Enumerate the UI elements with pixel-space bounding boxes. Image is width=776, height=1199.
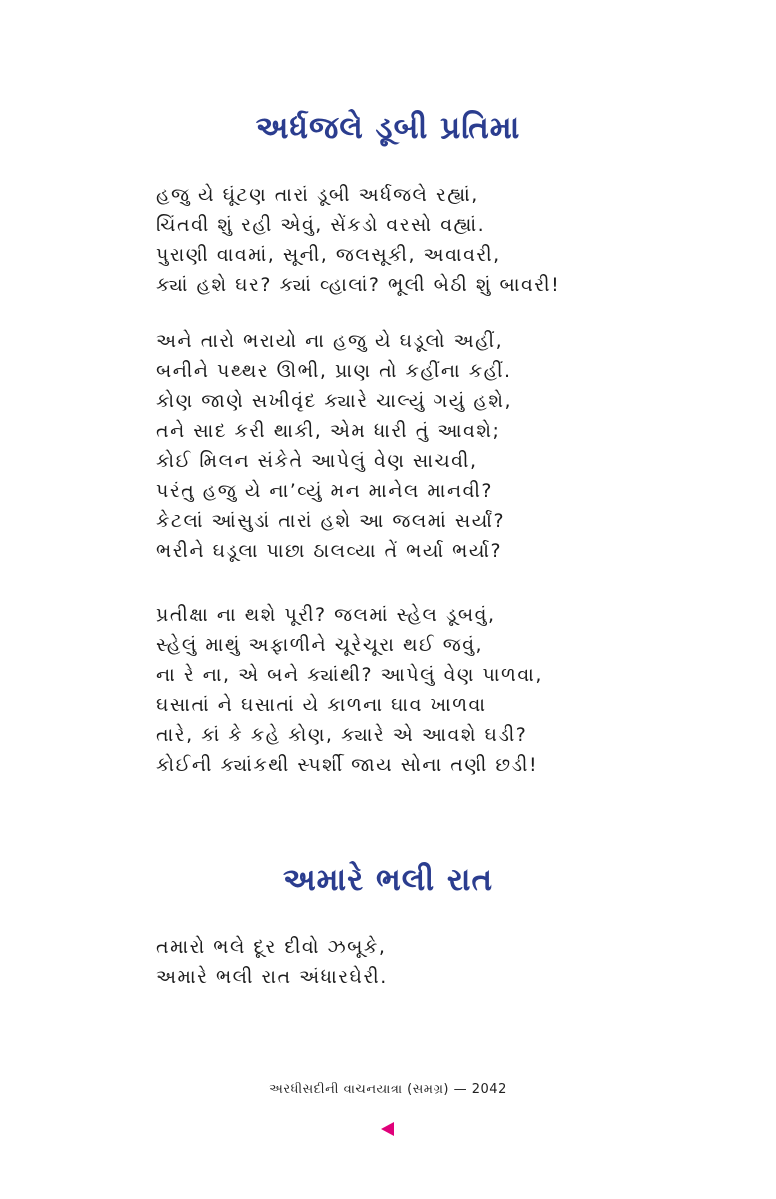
stanza: [156, 932, 676, 992]
stanza: [156, 326, 676, 566]
poem-line: ચિંતવી શું રહી એવું, સેંકડો વરસો વહ્યાં.: [156, 214, 486, 236]
triangle-left-icon[interactable]: [381, 1122, 394, 1136]
poem-line: પુરાણી વાવમાં, સૂની, જલસૂકી, અવાવરી,: [156, 244, 501, 266]
poem-title: અમારે ભલી રાત: [282, 862, 494, 898]
poem-line: ઘસાતાં ને ઘસાતાં યે કાળના ઘાવ ખાળવા: [156, 694, 487, 716]
poem-line: સ્હેલું માથું અફાળીને ચૂરેચૂરા થઈ જવું,: [156, 634, 484, 656]
poem-line: તારે, કાં કે કહે કોણ, ક્યારે એ આવશે ઘડી?: [156, 724, 528, 746]
poem-line: અને તારો ભરાયો ના હજુ યે ઘડૂલો અહીં,: [156, 330, 504, 352]
poem-line: ભરીને ઘડૂલા પાછા ઠાલવ્યા તેં ભર્યા ભર્યા?: [156, 540, 503, 562]
poem-line: કોણ જાણે સખીવૃંદ ક્યારે ચાલ્યું ગયું હશે,: [156, 390, 513, 412]
poem-line: કોઈની ક્યાંકથી સ્પર્શી જાય સોના તણી છડી!: [156, 754, 539, 776]
poem-title: અર્ધજલે ડૂબી પ્રતિમા: [255, 110, 521, 146]
page-footer: અરધીસદીની વાચનયાત્રા (સમગ્ર) — 2042: [269, 1082, 507, 1097]
poem-line: પરંતુ હજુ યે ના’વ્યું મન માનેલ માનવી?: [156, 480, 493, 502]
poem-line: તમારો ભલે દૂર દીવો ઝબૂકે,: [156, 936, 387, 958]
poem-line: અમારે ભલી રાત અંધારઘેરી.: [156, 966, 388, 988]
poem-line: ક્યાં હશે ઘર? ક્યાં વ્હાલાં? ભૂલી બેઠી શું બાવરી!: [156, 274, 561, 296]
poem-line: કેટલાં આંસુડાં તારાં હશે આ જલમાં સર્યાં?: [156, 510, 506, 532]
poem-line: કોઈ મિલન સંકેતે આપેલું વેણ સાચવી,: [156, 450, 478, 472]
stanza: [156, 600, 676, 780]
poem-line: બનીને પથ્થર ઊભી, પ્રાણ તો કહીંના કહીં.: [156, 360, 512, 382]
stanza: [156, 180, 676, 300]
poem-line: હજુ યે ઘૂંટણ તારાં ડૂબી અર્ધજલે રહ્યાં,: [156, 184, 479, 206]
poem-line: ના રે ના, એ બને ક્યાંથી? આપેલું વેણ પાળવા,: [156, 664, 543, 686]
poem-line: તને સાદ કરી થાકી, એમ ધારી તું આવશે;: [156, 420, 501, 442]
poem-line: પ્રતીક્ષા ના થશે પૂરી? જલમાં સ્હેલ ડૂબવું,: [156, 604, 496, 626]
